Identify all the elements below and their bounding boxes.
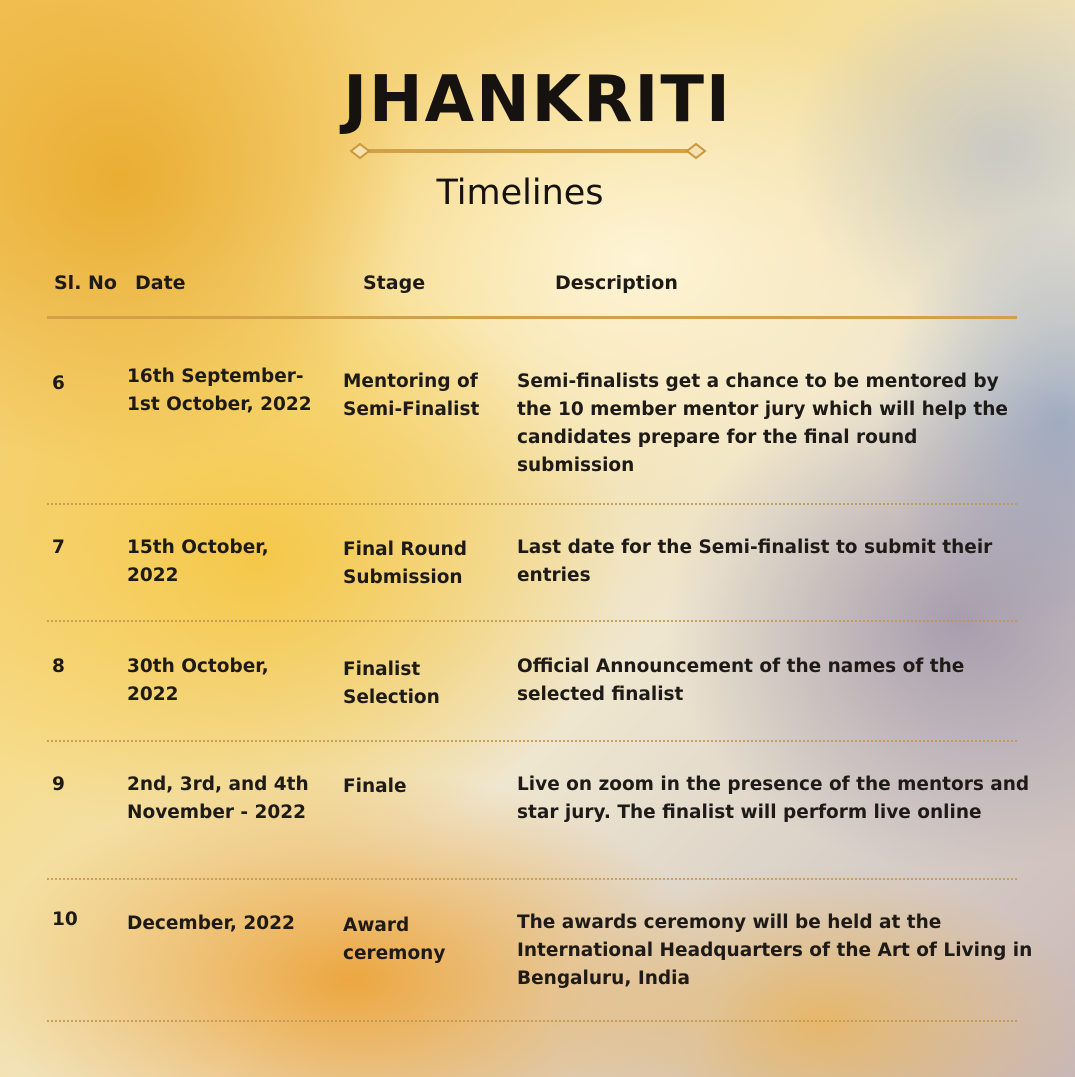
row-description: Live on zoom in the presence of the mentors and star jury. The finalist will perform live online xyxy=(517,774,1030,823)
column-header-description: Description xyxy=(555,272,678,294)
row-stage: Finale xyxy=(343,776,407,797)
row-description: Semi-finalists get a chance to be mentored by the 10 member mentor jury which will help the candidates prepare for the final round submission xyxy=(517,371,1008,476)
row-divider xyxy=(47,620,1017,622)
column-header-stage: Stage xyxy=(363,272,426,294)
row-date: December, 2022 xyxy=(127,913,295,934)
row-stage: Mentoring of Semi-Finalist xyxy=(343,371,480,420)
row-divider xyxy=(47,503,1017,505)
row-number: 9 xyxy=(52,774,65,795)
column-header-sl-no: Sl. No xyxy=(54,272,117,294)
row-stage: Award ceremony xyxy=(343,915,446,964)
row-description: Last date for the Semi-finalist to submit their entries xyxy=(517,537,993,586)
row-number: 6 xyxy=(52,373,65,394)
row-stage: Final Round Submission xyxy=(343,539,467,588)
column-header-date: Date xyxy=(135,272,186,294)
row-divider xyxy=(47,1020,1017,1022)
row-description: The awards ceremony will be held at the International Headquarters of the Art of Living in Bengaluru, India xyxy=(517,912,1033,989)
row-stage: Finalist Selection xyxy=(343,659,440,708)
row-date: 15th October, 2022 xyxy=(127,537,269,586)
row-divider xyxy=(47,740,1017,742)
row-date: 2nd, 3rd, and 4th November - 2022 xyxy=(127,774,309,823)
header-rule xyxy=(47,316,1017,319)
row-date: 30th October, 2022 xyxy=(127,656,269,705)
row-number: 8 xyxy=(52,656,65,677)
row-number: 10 xyxy=(52,909,78,930)
brand-title: JHANKRITI xyxy=(343,63,732,137)
ornament-divider xyxy=(348,141,708,161)
row-divider xyxy=(47,878,1017,880)
row-number: 7 xyxy=(52,537,65,558)
row-date: 16th September- 1st October, 2022 xyxy=(127,366,312,415)
page-subtitle: Timelines xyxy=(436,173,604,213)
row-description: Official Announcement of the names of the selected finalist xyxy=(517,656,965,705)
